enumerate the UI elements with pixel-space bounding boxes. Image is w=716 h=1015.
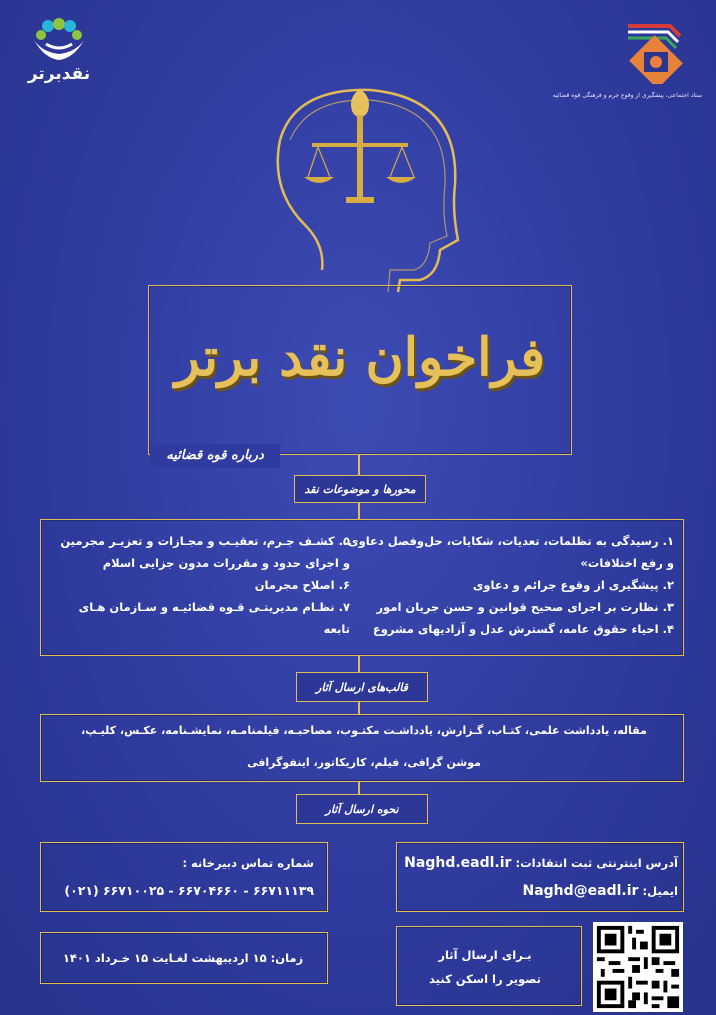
connector-2 xyxy=(358,503,360,519)
topic-item: ۶. اصلاح مجرمان xyxy=(254,578,350,592)
qr-line-1: بـرای ارسال آثار xyxy=(438,948,532,962)
org-logo-caption: ستاد اجتماعی، پیشگیری از وقوع جرم و فرهنگی قوه قضائیه xyxy=(552,92,702,99)
topic-item: ۵. کشـف جـرم، تعقیـب و مجـازات و تعزیـر مجرمین xyxy=(60,534,350,548)
topic-item: ۴. احیاء حقوق عامه، گسترش عدل و آزادیهای مشروع xyxy=(372,622,674,636)
qr-code-icon[interactable] xyxy=(592,922,684,1012)
formats-line-2: موشن گرافی، فیلم، کاریکاتور، اینفوگرافی xyxy=(247,756,481,769)
deadline-text: زمان: ۱۵ اردیبهشت لغـایت ۱۵ خـرداد ۱۴۰۱ xyxy=(62,951,304,965)
subtitle: درباره قوه قضائیه xyxy=(150,444,280,468)
topic-item: و اجرای حدود و مقررات مدون جزایی اسلام xyxy=(102,556,350,570)
topic-item: ۲. پیشگیری از وقوع جرائم و دعاوی xyxy=(472,578,674,592)
topic-item: و رفع اختلافات» xyxy=(580,556,674,570)
emblem-icon xyxy=(610,18,702,84)
brand-logo xyxy=(26,18,92,90)
main-title: فراخوان نقد برتر xyxy=(174,327,546,388)
qr-line-2: تصویر را اسکن کنید xyxy=(429,972,541,986)
formats-line-1: مقاله، یادداشت علمی، کتـاب، گـزارش، یادداشـت مکتـوب، مصاحبـه، فیلمنامـه، نمایشـنامه، عکـس، کلیـپ، xyxy=(81,724,647,737)
brand-logo-text: نقدبرتر xyxy=(27,64,91,84)
email-label: ایمیل: xyxy=(642,884,678,898)
connector-4 xyxy=(358,702,360,714)
connector-3 xyxy=(358,656,360,672)
topic-item: ۱. رسیدگی به تظلمات، تعدیات، شکایات، حل‌وفصل دعاوی xyxy=(348,534,674,548)
connector-5 xyxy=(358,782,360,794)
qr-text-box xyxy=(396,926,582,1006)
submission-label: نحوه ارسال آثار xyxy=(296,794,428,824)
address-link[interactable]: Naghd.eadl.ir xyxy=(404,855,512,871)
email-link[interactable]: Naghd@eadl.ir xyxy=(522,883,639,899)
org-logo xyxy=(552,18,702,118)
address-line xyxy=(400,852,678,874)
formats-label: قالب‌های ارسال آثار xyxy=(296,672,428,702)
address-label: آدرس اینترنتی ثبت انتقادات: xyxy=(515,856,678,870)
email-line xyxy=(400,880,678,902)
scales-of-justice-icon xyxy=(300,85,420,210)
topic-item: تابعه xyxy=(323,622,350,636)
connector-1 xyxy=(358,455,360,475)
phone-number: ۶۶۷۱۱۱۳۹ - ۶۶۷۰۴۶۶۰ - ۶۶۷۱۰۰۲۵ (۰۲۱) xyxy=(64,883,314,898)
topics-label: محورها و موضوعات نقد xyxy=(294,475,426,503)
topic-item: ۷. نظـام مدیریتـی قـوه قضائیـه و سـازمان هـای xyxy=(78,600,350,614)
topics-left-column xyxy=(50,530,350,640)
topics-right-column xyxy=(348,530,674,640)
leaves-icon xyxy=(26,18,92,62)
phone-label: شماره تماس دبیرخانه : xyxy=(182,856,314,870)
topic-item: ۳. نظارت بر اجرای صحیح قوانین و حسن جریان امور xyxy=(376,600,674,614)
